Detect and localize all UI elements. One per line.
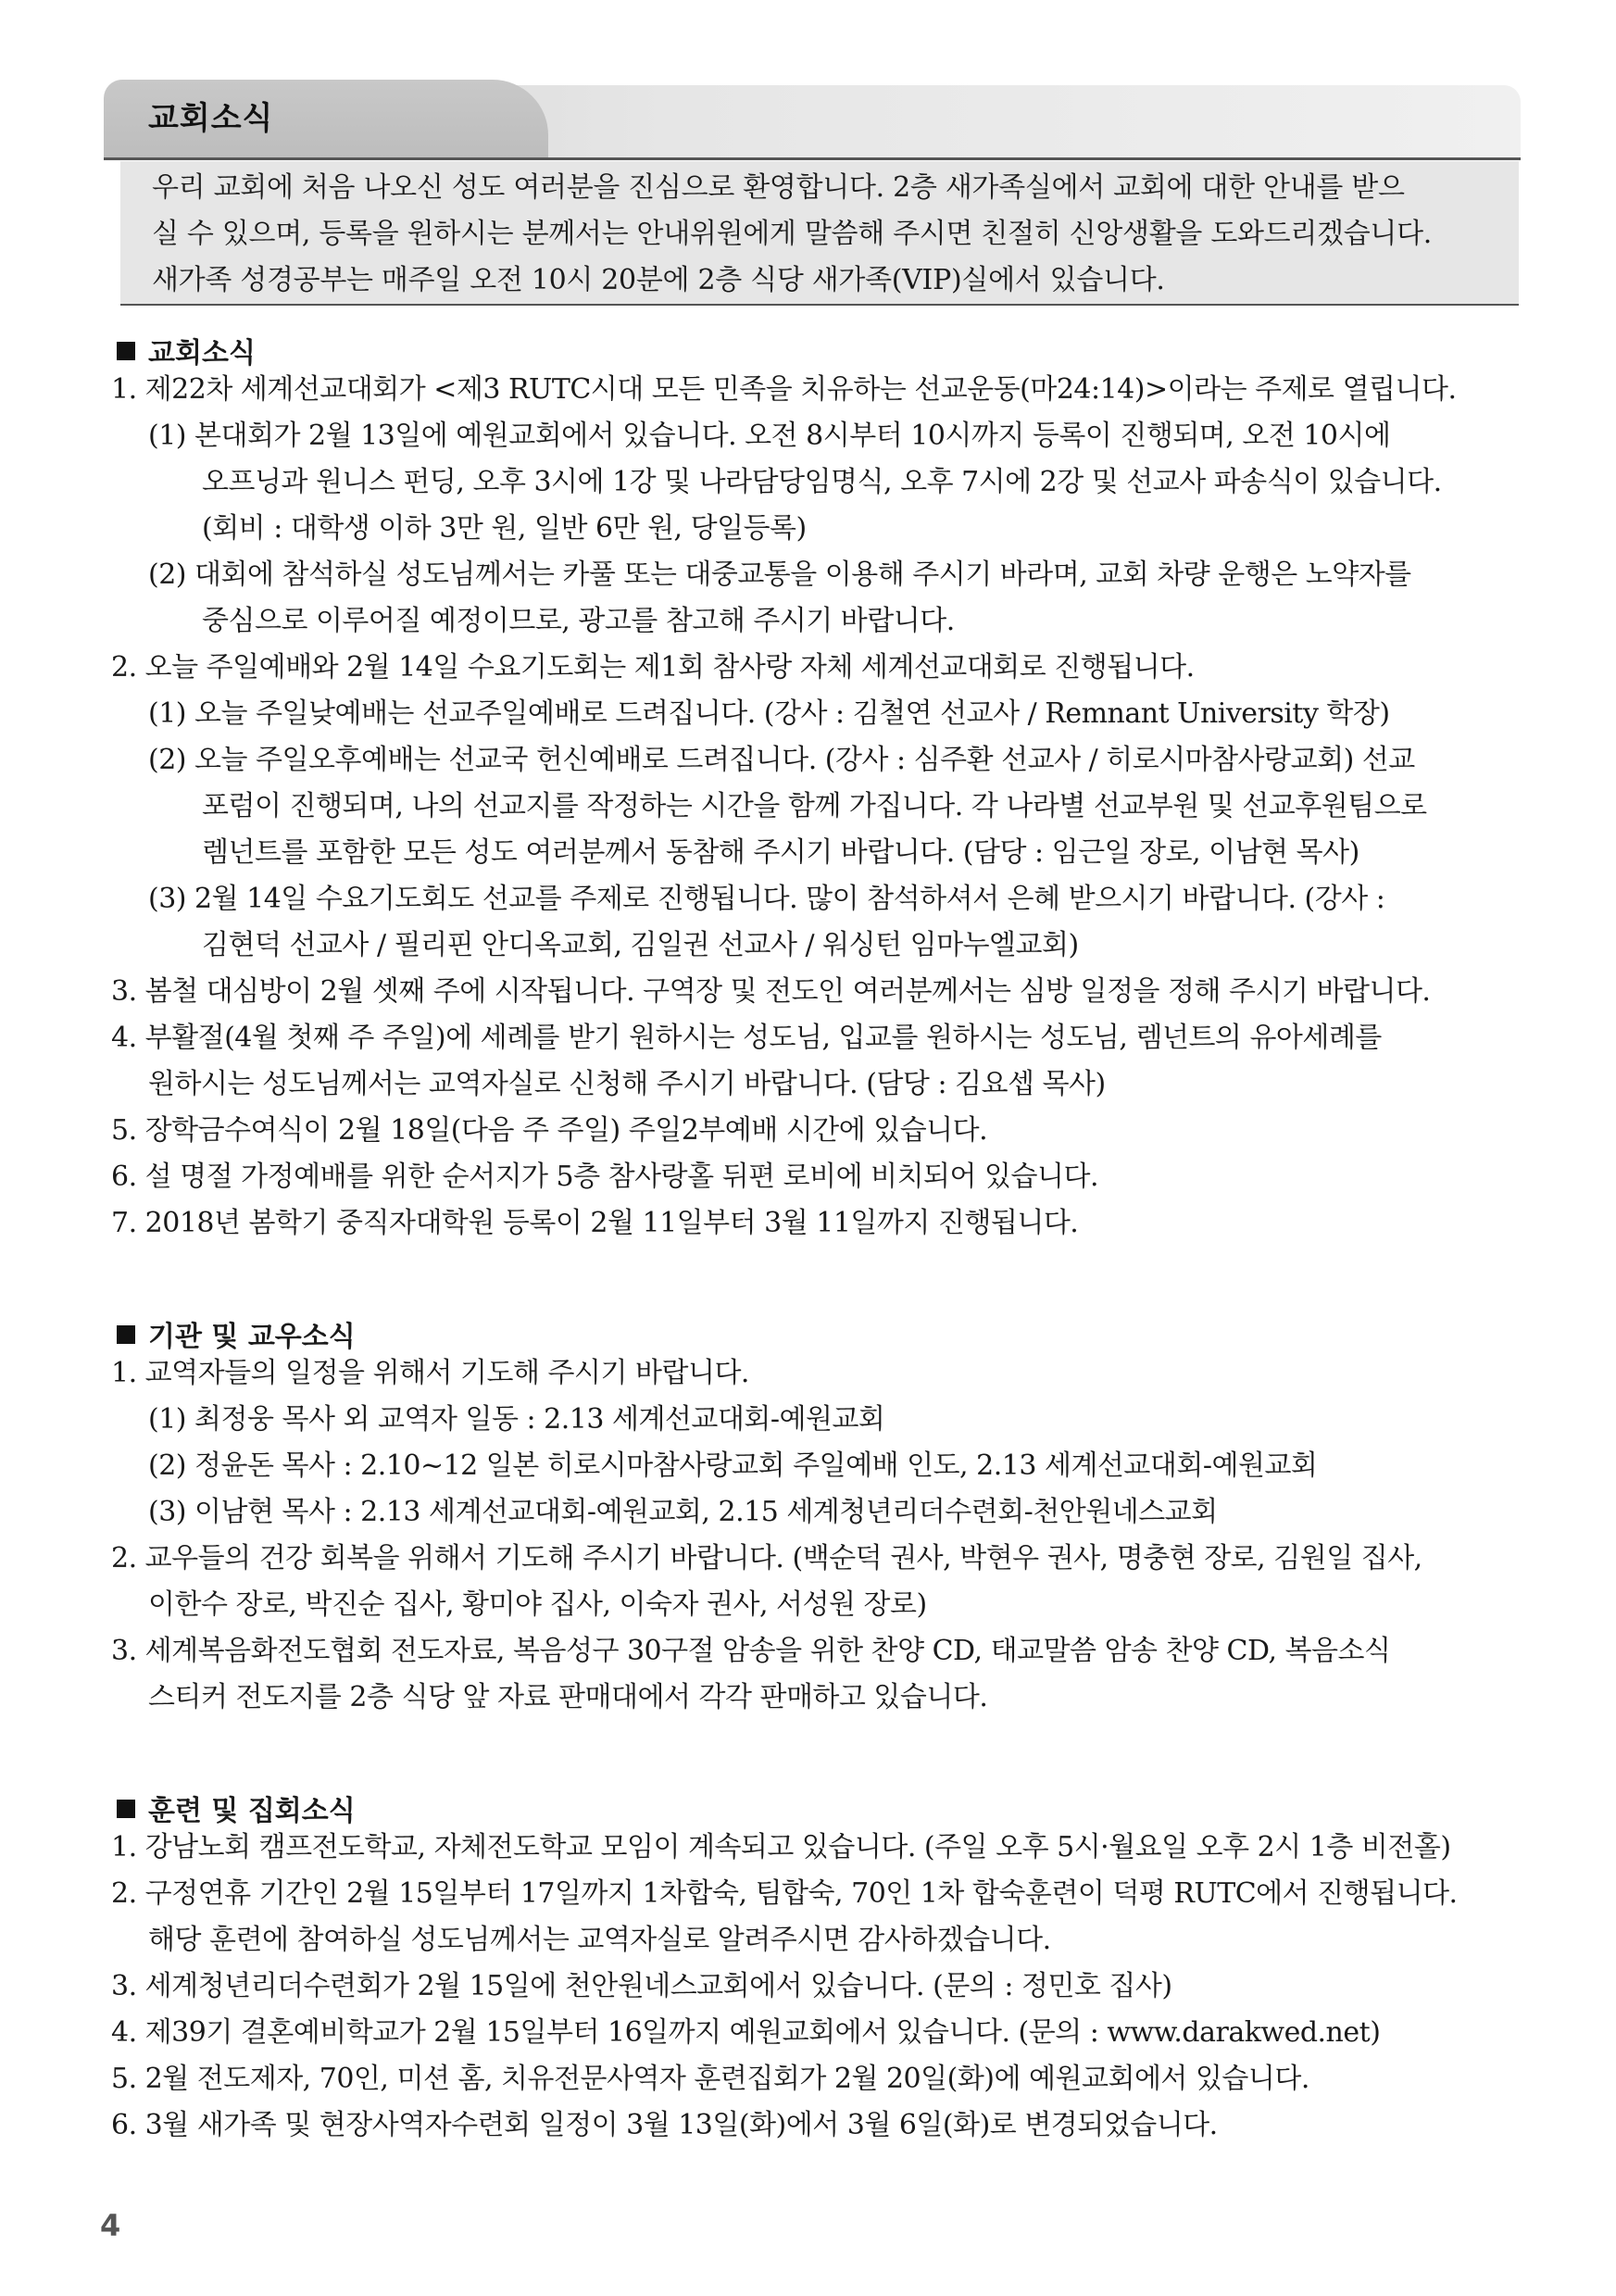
news-subitem-cont: 김현덕 선교사 / 필리핀 안디옥교회, 김일권 선교사 / 워싱턴 임마누엘교회): [202, 929, 1079, 961]
news-item: 7. 2018년 봄학기 중직자대학원 등록이 2월 11일부터 3월 11일까지 진행됩니다.: [111, 1207, 1079, 1239]
news-subitem: (1) 본대회가 2월 13일에 예원교회에서 있습니다. 오전 8시부터 10시까지 등록이 진행되며, 오전 10시에: [148, 420, 1391, 452]
news-item: 2. 구정연휴 기간인 2월 15일부터 17일까지 1차합숙, 팀합숙, 70인 1차 합숙훈련이 덕평 RUTC에서 진행됩니다.: [111, 1877, 1458, 1910]
news-item: 2. 오늘 주일예배와 2월 14일 수요기도회는 제1회 참사랑 자체 세계선교대회로 진행됩니다.: [111, 651, 1195, 684]
welcome-line: 우리 교회에 처음 나오신 성도 여러분을 진심으로 환영합니다. 2층 새가족실에서 교회에 대한 안내를 받으: [152, 171, 1405, 204]
news-item: 2. 교우들의 건강 회복을 위해서 기도해 주시기 바랍니다. (백순덕 권사, 박현우 권사, 명충현 장로, 김원일 집사,: [111, 1542, 1422, 1575]
section-heading-church-news: [117, 330, 256, 370]
news-subitem-cont: (회비 : 대학생 이하 3만 원, 일반 6만 원, 당일등록): [202, 512, 807, 545]
news-subitem-cont: 렘넌트를 포함한 모든 성도 여러분께서 동참해 주시기 바랍니다. (담당 : 임근일 장로, 이남현 목사): [202, 836, 1359, 869]
news-item: 4. 제39기 결혼예비학교가 2월 15일부터 16일까지 예원교회에서 있습니다. (문의 : www.darakwed.net): [111, 2016, 1381, 2049]
news-item: 5. 장학금수여식이 2월 18일(다음 주 주일) 주일2부예배 시간에 있습니다.: [111, 1114, 988, 1147]
section-title: 교회소식: [148, 337, 256, 370]
news-subitem: (2) 정윤돈 목사 : 2.10~12 일본 히로시마참사랑교회 주일예배 인도, 2.13 세계선교대회-예원교회: [148, 1449, 1318, 1482]
news-item-cont: 원하시는 성도님께서는 교역자실로 신청해 주시기 바랍니다. (담당 : 김요셉 목사): [148, 1068, 1106, 1100]
page-number: 4: [100, 2208, 121, 2243]
news-item-cont: 스티커 전도지를 2층 식당 앞 자료 판매대에서 각각 판매하고 있습니다.: [148, 1681, 988, 1713]
news-subitem: (3) 2월 14일 수요기도회도 선교를 주제로 진행됩니다. 많이 참석하셔서 은혜 받으시기 바랍니다. (강사 :: [148, 883, 1385, 915]
square-bullet-icon: [117, 342, 135, 360]
news-subitem: (3) 이남현 목사 : 2.13 세계선교대회-예원교회, 2.15 세계청년리더수련회-천안원네스교회: [148, 1496, 1218, 1528]
welcome-box: [120, 161, 1519, 306]
news-item-cont: 해당 훈련에 참여하실 성도님께서는 교역자실로 알려주시면 감사하겠습니다.: [148, 1924, 1051, 1956]
section-heading-training-news: [117, 1788, 356, 1828]
news-subitem: (1) 오늘 주일낮예배는 선교주일예배로 드려집니다. (강사 : 김철연 선교사 / Remnant University 학장): [148, 697, 1390, 730]
section-title: 훈련 및 집회소식: [148, 1795, 356, 1827]
square-bullet-icon: [117, 1325, 135, 1344]
welcome-line: 실 수 있으며, 등록을 원하시는 분께서는 안내위원에게 말씀해 주시면 친절히 신앙생활을 도와드리겠습니다.: [152, 218, 1432, 250]
news-item: 6. 설 명절 가정예배를 위한 순서지가 5층 참사랑홀 뒤편 로비에 비치되어 있습니다.: [111, 1161, 1099, 1193]
news-item: 1. 강남노회 캠프전도학교, 자체전도학교 모임이 계속되고 있습니다. (주일 오후 5시·월요일 오후 2시 1층 비전홀): [111, 1831, 1451, 1863]
news-subitem: (1) 최정웅 목사 외 교역자 일동 : 2.13 세계선교대회-예원교회: [148, 1403, 885, 1436]
news-subitem-cont: 오프닝과 원니스 펀딩, 오후 3시에 1강 및 나라담당임명식, 오후 7시에 2강 및 선교사 파송식이 있습니다.: [202, 466, 1442, 498]
section-heading-member-news: [117, 1313, 356, 1354]
news-item: 4. 부활절(4월 첫째 주 주일)에 세례를 받기 원하시는 성도님, 입교를 원하시는 성도님, 렘넌트의 유아세례를: [111, 1022, 1382, 1054]
page-title: 교회소식: [148, 100, 274, 137]
section-title: 기관 및 교우소식: [148, 1321, 356, 1353]
news-item-cont: 이한수 장로, 박진순 집사, 황미야 집사, 이숙자 권사, 서성원 장로): [148, 1588, 927, 1621]
news-item: 3. 세계청년리더수련회가 2월 15일에 천안원네스교회에서 있습니다. (문의 : 정민호 집사): [111, 1970, 1172, 2002]
news-subitem-cont: 중심으로 이루어질 예정이므로, 광고를 참고해 주시기 바랍니다.: [202, 605, 955, 637]
news-item: 6. 3월 새가족 및 현장사역자수련회 일정이 3월 13일(화)에서 3월 6일(화)로 변경되었습니다.: [111, 2109, 1218, 2141]
news-subitem: (2) 대회에 참석하실 성도님께서는 카풀 또는 대중교통을 이용해 주시기 바라며, 교회 차량 운행은 노약자를: [148, 558, 1411, 591]
news-item: 3. 세계복음화전도협회 전도자료, 복음성구 30구절 암송을 위한 찬양 CD, 태교말씀 암송 찬양 CD, 복음소식: [111, 1635, 1391, 1667]
news-subitem-cont: 포럼이 진행되며, 나의 선교지를 작정하는 시간을 함께 가집니다. 각 나라별 선교부원 및 선교후원팀으로: [202, 790, 1427, 822]
square-bullet-icon: [117, 1800, 135, 1818]
news-subitem: (2) 오늘 주일오후예배는 선교국 헌신예배로 드려집니다. (강사 : 심주환 선교사 / 히로시마참사랑교회) 선교: [148, 744, 1415, 776]
welcome-line: 새가족 성경공부는 매주일 오전 10시 20분에 2층 식당 새가족(VIP)실에서 있습니다.: [152, 264, 1165, 296]
header-divider: [104, 157, 1521, 160]
news-item: 3. 봄철 대심방이 2월 셋째 주에 시작됩니다. 구역장 및 전도인 여러분께서는 심방 일정을 정해 주시기 바랍니다.: [111, 975, 1431, 1008]
news-item: 1. 교역자들의 일정을 위해서 기도해 주시기 바랍니다.: [111, 1357, 749, 1389]
news-item: 5. 2월 전도제자, 70인, 미션 홈, 치유전문사역자 훈련집회가 2월 20일(화)에 예원교회에서 있습니다.: [111, 2063, 1309, 2095]
news-item: 1. 제22차 세계선교대회가 <제3 RUTC시대 모든 민족을 치유하는 선교운동(마24:14)>이라는 주제로 열립니다.: [111, 373, 1457, 406]
